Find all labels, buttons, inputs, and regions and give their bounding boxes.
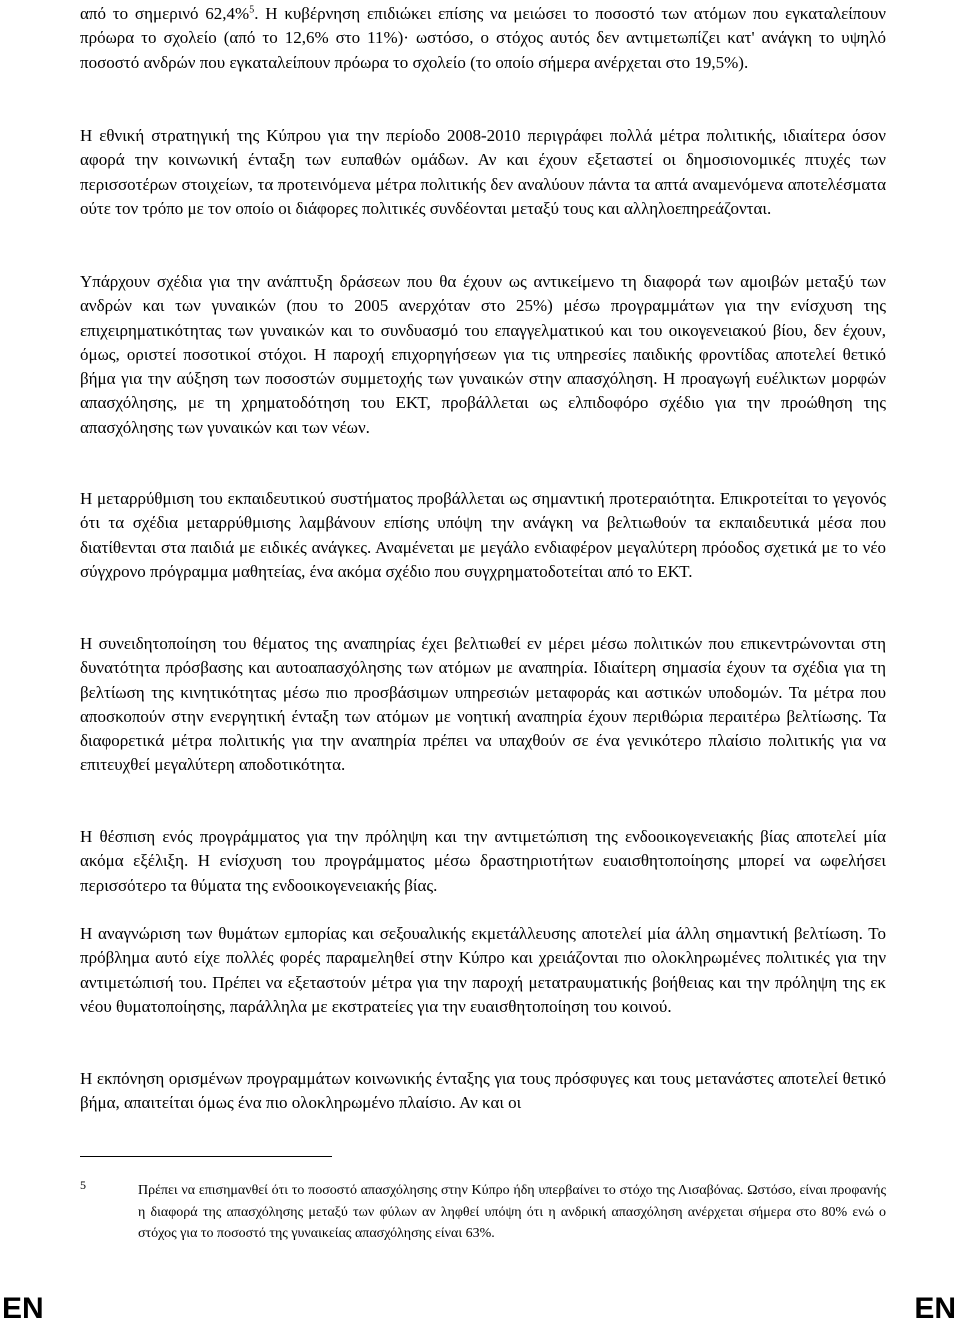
paragraph-2: Η εθνική στρατηγική της Κύπρου για την περίοδο 2008-2010 περιγράφει πολλά μέτρα πολιτικής, ιδιαίτερα όσον αφορά την κοινωνική ένταξη των ευπαθών ομάδων. Αν και έχουν εξεταστεί οι δημοσιονομικές πτυχές των περισσοτέρων στοιχείων, τα προτεινόμενα μέτρα πολιτικής δεν αναλύουν πάντα τα απτά αναμενόμενα αποτελέσματα ούτε τον τρόπο με τον οποίο οι διάφορες πολιτικές συνδέονται μεταξύ τους και αλληλοεπηρεάζονται. bbox=[80, 126, 886, 218]
paragraph-7: Η αναγνώριση των θυμάτων εμπορίας και σεξουαλικής εκμετάλλευσης αποτελεί μία άλλη σημαντική βελτίωση. Το πρόβλημα αυτό είχε πολλές φορές παραμεληθεί στην Κύπρο και χρειάζονται πιο ολοκληρωμένες πολιτικές για την αντιμετώπισή του. Πρέπει να εξεταστούν μέτρα για την παροχή μετατραυματικής βοήθειας και την πρόληψη της εκ νέου θυματοποίησης, παράλληλα με εκστρατείες για την ευαισθητοποίηση του κοινού. bbox=[80, 924, 886, 1016]
paragraph-1-text-end: . Η κυβέρνηση επιδιώκει επίσης να μειώσει το ποσοστό των ατόμων που εγκαταλείπουν πρόωρα το σχολείο (από το 12,6% στο 11%)· ωστόσο, ο στόχος αυτός δεν αντιμετωπίζει κατ' ανάγκη το υψηλό ποσοστό ανδρών που εγκαταλείπουν πρόωρα το σχολείο (το οποίο σήμερα ανέρχεται στο 19,5%). bbox=[80, 4, 886, 72]
language-label-left: EN bbox=[2, 1292, 44, 1325]
paragraph-1 bbox=[80, 2, 886, 75]
footnote-reference[interactable]: 5 bbox=[249, 4, 255, 16]
footnote-separator bbox=[80, 1156, 332, 1157]
paragraph-3: Υπάρχουν σχέδια για την ανάπτυξη δράσεων που θα έχουν ως αντικείμενο τη διαφορά των αμοιβών μεταξύ των ανδρών και των γυναικών (που το 2005 ανερχόταν στο 25%) μέσω προγραμμάτων για την ενίσχυση της επιχειρηματικότητας των γυναικών και το συνδυασμό του επαγγελματικού και του οικογενειακού βίου, δεν έχουν, όμως, οριστεί ποσοτικοί στόχοι. Η παροχή επιχορηγήσεων για τις υπηρεσίες παιδικής φροντίδας αποτελεί θετικό βήμα για την αύξηση των ποσοστών συμμετοχής των γυναικών στην απασχόληση. Η προαγωγή ευέλικτων μορφών απασχόλησης, με τη χρηματοδότηση του ΕΚΤ, προβάλλεται ως ελπιδοφόρο σχέδιο για την προώθηση της απασχόλησης των γυναικών και των νέων. bbox=[80, 272, 886, 437]
footnote-text: Πρέπει να επισημανθεί ότι το ποσοστό απασχόλησης στην Κύπρο ήδη υπερβαίνει το στόχο της Λισαβόνας. Ωστόσο, είναι προφανής η διαφορά της απασχόλησης μεταξύ των φύλων αν ληφθεί υπόψη ότι η ανδρική απασχόληση ανέρχεται σήμερα στο 80% ενώ ο στόχος για το ποσοστό της γυναικείας απασχόλησης είναι 63%. bbox=[138, 1183, 886, 1241]
footnote-number: 5 bbox=[80, 1178, 86, 1192]
paragraph-1-text-start: από το σημερινό 62,4% bbox=[80, 4, 250, 23]
paragraph-6: Η θέσπιση ενός προγράμματος για την πρόληψη και την αντιμετώπιση της ενδοοικογενειακής βίας αποτελεί μία ακόμα εξέλιξη. Η ενίσχυση του προγράμματος μέσω δραστηριοτήτων ευαισθητοποίησης μπορεί να ωφελήσει περισσότερο τα θύματα της ενδοοικογενειακής βίας. bbox=[80, 827, 886, 895]
paragraph-5: Η συνειδητοποίηση του θέματος της αναπηρίας έχει βελτιωθεί εν μέρει μέσω πολιτικών που επικεντρώνονται στη δυνατότητα πρόσβασης και αυτοαπασχόλησης των ατόμων με αναπηρία. Ιδιαίτερη σημασία έχουν τα σχέδια για τη βελτίωση της κινητικότητας μέσω πιο προσβάσιμων υπηρεσιών μεταφοράς και αστικών υποδομών. Τα μέτρα που αποσκοπούν στην ενεργητική ένταξη των ατόμων με νοητική αναπηρία έχουν περιθώρια περαιτέρω βελτίωσης. Τα διαφορετικά μέτρα πολιτικής για την αναπηρία πρέπει να υπαχθούν σε ένα γενικότερο πλαίσιο πολιτικής για να επιτευχθεί μεγαλύτερη αποδοτικότητα. bbox=[80, 634, 886, 775]
paragraph-4: Η μεταρρύθμιση του εκπαιδευτικού συστήματος προβάλλεται ως σημαντική προτεραιότητα. Επικροτείται το γεγονός ότι τα σχέδια μεταρρύθμισης λαμβάνουν επίσης υπόψη την ανάγκη να βελτιωθούν τα εκπαιδευτικά μέσα που διατίθενται στα παιδιά με ειδικές ανάγκες. Αναμένεται με μεγάλο ενδιαφέρον μεγαλύτερη πρόοδος σχετικά με το νέο σύγχρονο πρόγραμμα μαθητείας, ένα ακόμα σχέδιο που συγχρηματοδοτείται από το ΕΚΤ. bbox=[80, 489, 886, 581]
language-label-right: EN bbox=[914, 1292, 956, 1325]
paragraph-8: Η εκπόνηση ορισμένων προγραμμάτων κοινωνικής ένταξης για τους πρόσφυγες και τους μετανάστες αποτελεί θετικό βήμα, απαιτείται όμως ένα πιο ολοκληρωμένο πλαίσιο. Αν και οι bbox=[80, 1069, 886, 1113]
